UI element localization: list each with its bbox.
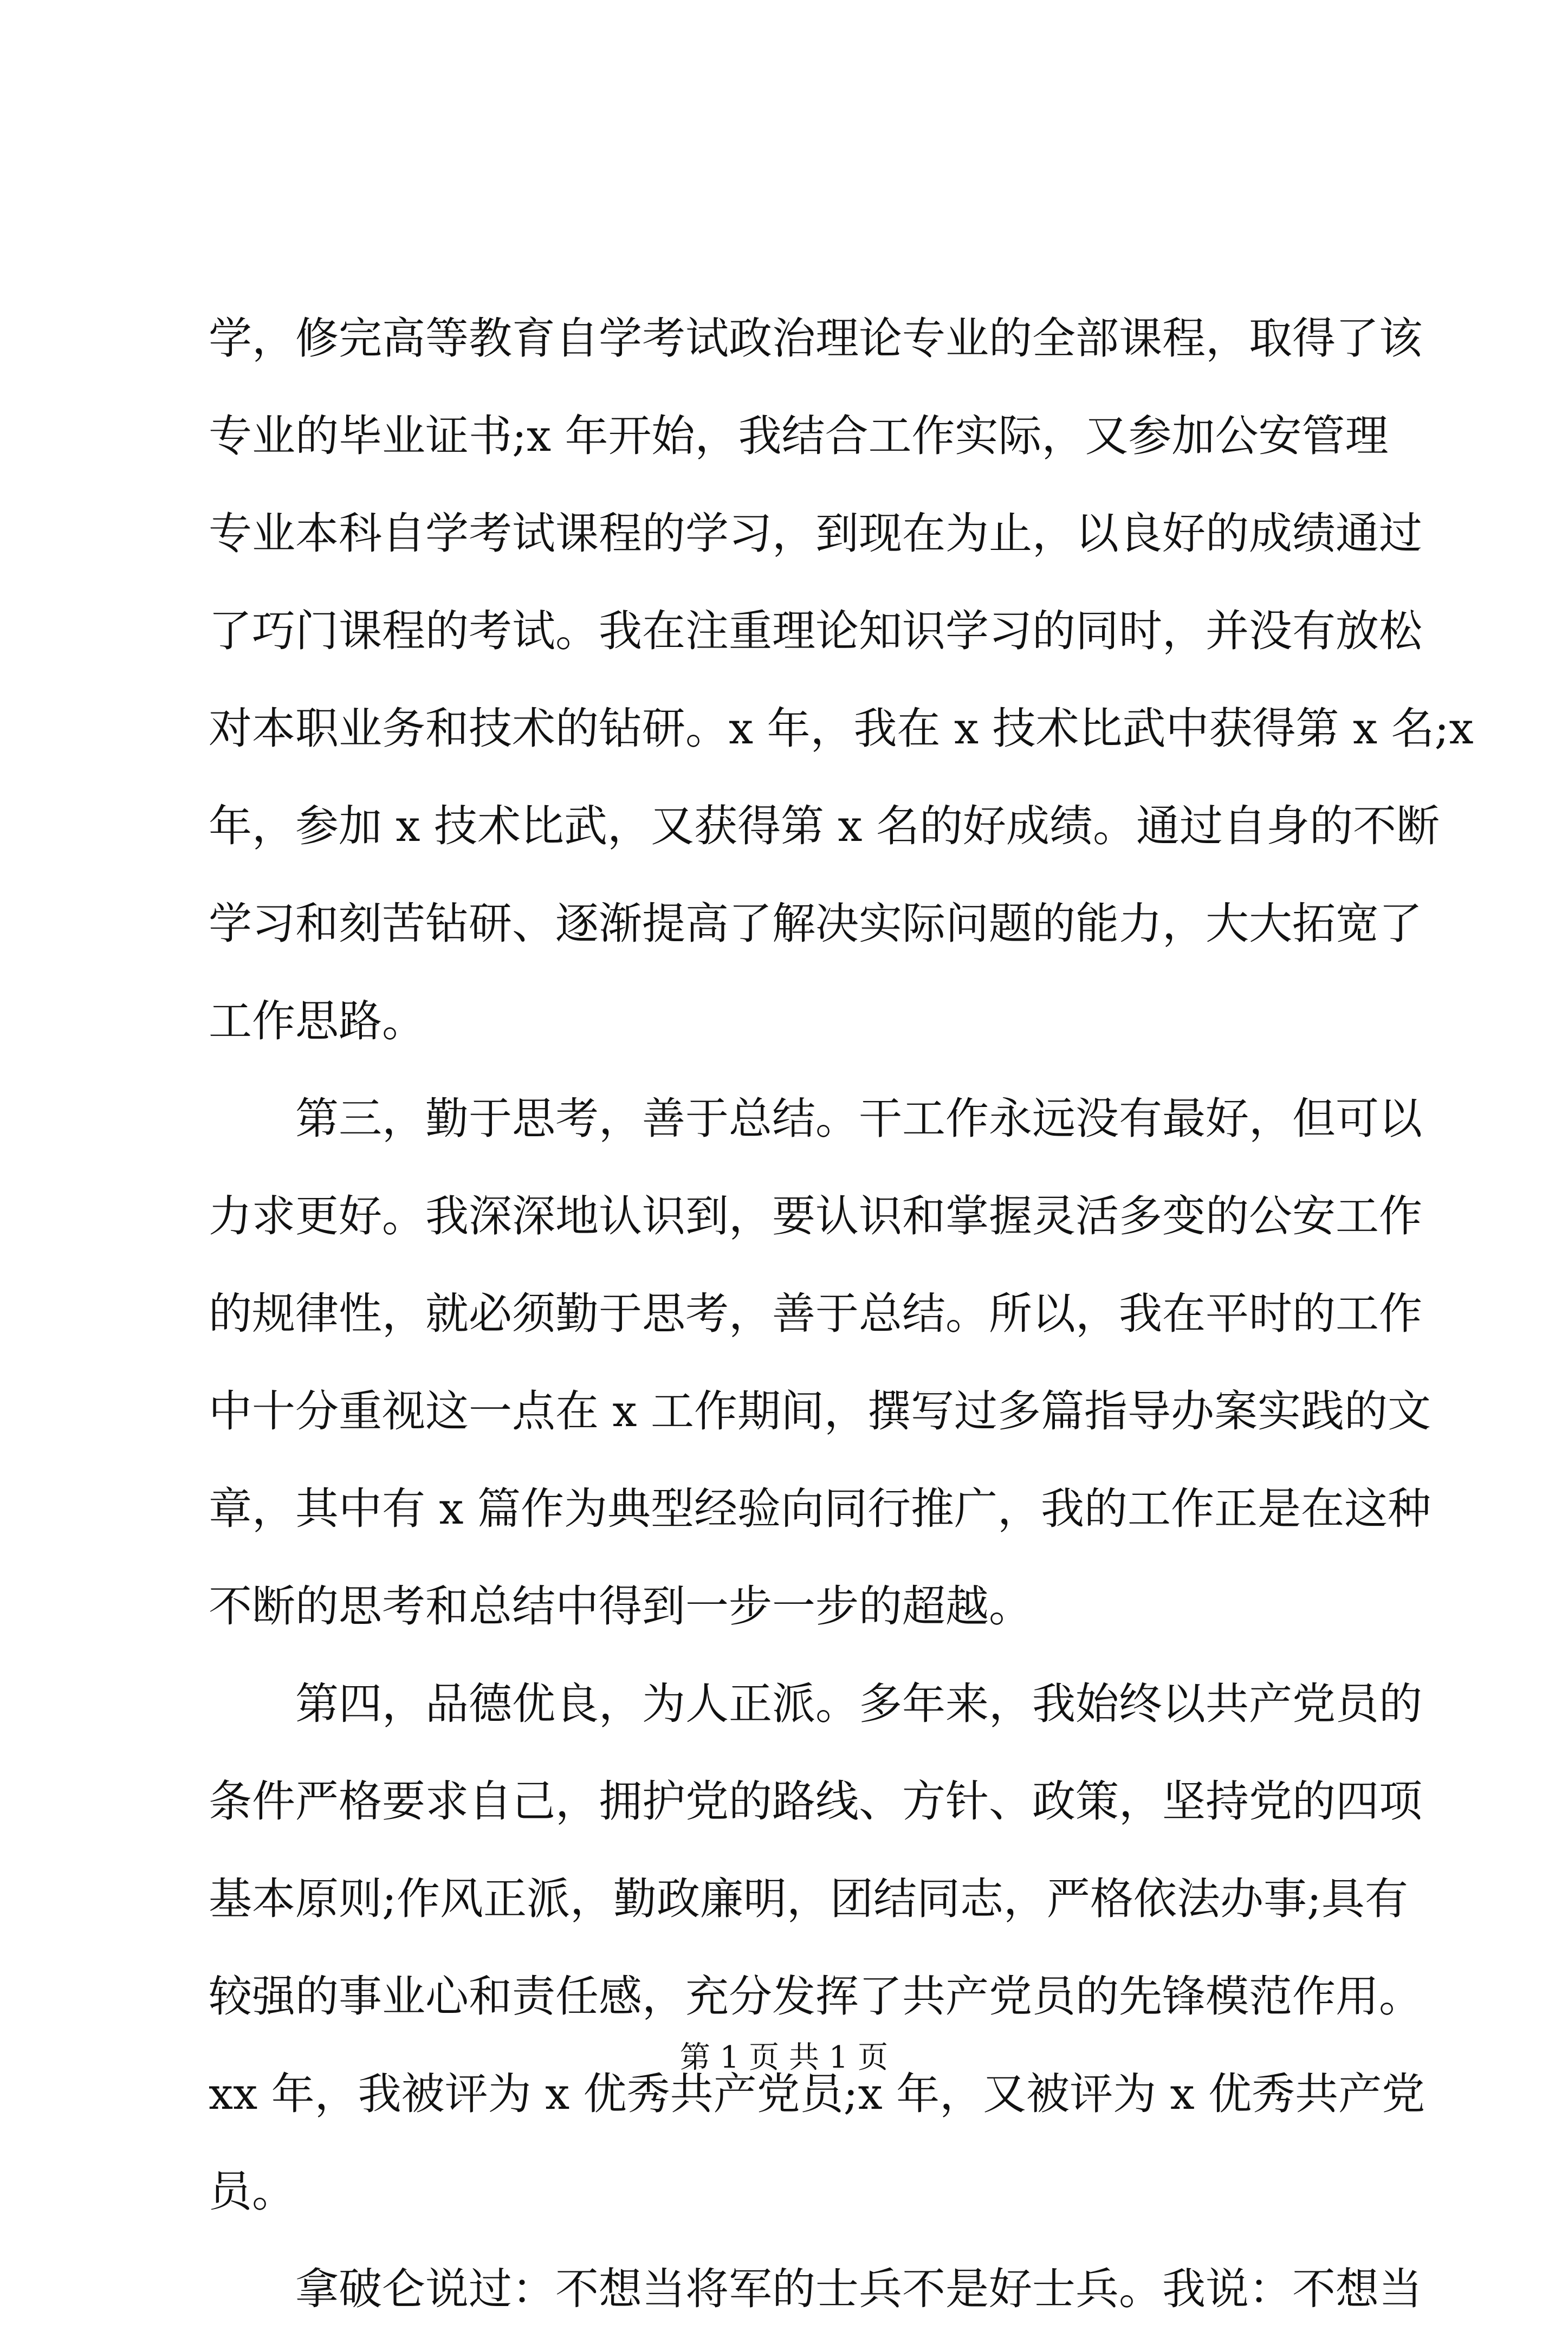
- text-line-8: 工作思路。: [209, 996, 425, 1046]
- text-line-7: 学习和刻苦钻研、逐渐提高了解决实际问题的能力，大大拓宽了: [209, 898, 1422, 949]
- text-line-16: 条件严格要求自己，拥护党的路线、方针、政策，坚持党的四项: [209, 1776, 1422, 1827]
- text-line-11: 的规律性，就必须勤于思考，善于总结。所以，我在平时的工作: [209, 1288, 1422, 1339]
- body-text: [209, 290, 1474, 2338]
- text-line-1: 学，修完高等教育自学考试政治理论专业的全部课程，取得了该: [209, 313, 1422, 364]
- text-line-6: 年，参加 x 技术比武，又获得第 x 名的好成绩。通过自身的不断: [209, 801, 1440, 851]
- text-line-20: 员。: [209, 2166, 295, 2217]
- text-line-10: 力求更好。我深深地认识到，要认识和掌握灵活多变的公安工作: [209, 1191, 1422, 1241]
- text-line-5: 对本职业务和技术的钻研。x 年，我在 x 技术比武中获得第 x 名;x: [209, 703, 1474, 754]
- text-line-18: 较强的事业心和责任感，充分发挥了共产党员的先锋模范作用。: [209, 1971, 1422, 2022]
- text-line-13: 章，其中有 x 篇作为典型经验向同行推广，我的工作正是在这种: [209, 1484, 1431, 1534]
- page-footer: 第 1 页 共 1 页: [679, 2040, 889, 2075]
- text-line-3: 专业本科自学考试课程的学习，到现在为止，以良好的成绩通过: [209, 508, 1422, 559]
- text-line-14: 不断的思考和总结中得到一步一步的超越。: [209, 1581, 1032, 1631]
- text-line-12: 中十分重视这一点在 x 工作期间，撰写过多篇指导办案实践的文: [209, 1386, 1431, 1436]
- text-line-21: 拿破仑说过：不想当将军的士兵不是好士兵。我说：不想当: [295, 2264, 1422, 2314]
- text-line-17: 基本原则;作风正派，勤政廉明，团结同志，严格依法办事;具有: [209, 1874, 1408, 1924]
- text-line-19: xx 年，我被评为 x 优秀共产党员;x 年，又被评为 x 优秀共产党: [209, 2069, 1426, 2119]
- text-line-2: 专业的毕业证书;x 年开始，我结合工作实际，又参加公安管理: [209, 411, 1389, 461]
- text-line-15: 第四，品德优良，为人正派。多年来，我始终以共产党员的: [295, 1679, 1422, 1729]
- text-line-9: 第三，勤于思考，善于总结。干工作永远没有最好，但可以: [295, 1093, 1422, 1144]
- text-line-4: 了巧门课程的考试。我在注重理论知识学习的同时，并没有放松: [209, 606, 1422, 656]
